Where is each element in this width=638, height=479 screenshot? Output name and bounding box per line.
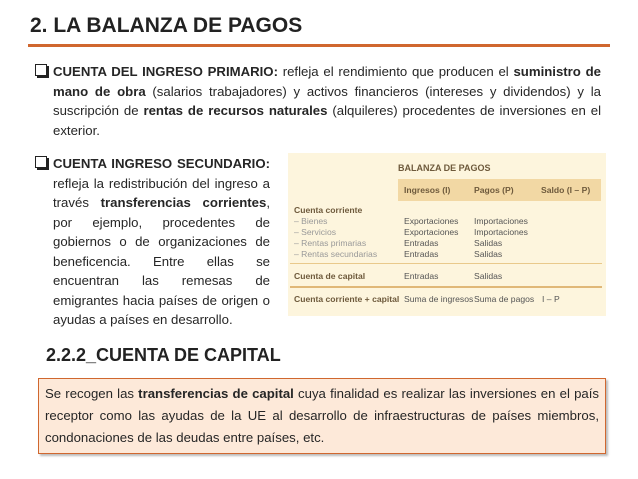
checkbox-bullet-icon [35, 64, 47, 76]
row-pago: Importaciones [474, 216, 528, 226]
secundario-text-1: refleja la redistribución del ingreso a través [53, 175, 270, 210]
row-ingreso: Entradas [404, 238, 439, 248]
table-title: BALANZA DE PAGOS [398, 163, 491, 173]
row-total-label: Cuenta corriente + capital [294, 294, 400, 304]
row-total-pago: Suma de pagos [474, 294, 535, 304]
row-label: – Bienes [294, 216, 328, 226]
checkbox-bullet-icon [35, 156, 47, 168]
primario-text-3: (alquileres) procedentes de inversiones en el exterior. [53, 103, 601, 138]
row-label: – Servicios [294, 227, 337, 237]
balanza-table-image [288, 153, 606, 316]
capital-text [45, 383, 599, 449]
row-total-saldo: I – P [542, 294, 560, 304]
primario-bold-1: suministro de mano de obra [53, 64, 601, 99]
secundario-heading: CUENTA INGRESO SECUNDARIO: [53, 156, 270, 171]
header-ingresos: Ingresos (I) [404, 185, 451, 195]
row-capital-pago: Salidas [474, 271, 503, 281]
secundario-bold-1: transferencias corrientes [100, 195, 267, 210]
row-capital-ingreso: Entradas [404, 271, 439, 281]
row-divider [290, 263, 602, 264]
capital-text-1: Se recogen las [45, 386, 139, 401]
primario-heading: CUENTA DEL INGRESO PRIMARIO: [53, 64, 278, 79]
primario-text-2: (salarios trabajadores) y activos financieros (intereses y dividendos) y la suscripción de [53, 83, 601, 118]
row-label: – Rentas secundarias [294, 249, 378, 259]
header-pagos: Pagos (P) [474, 185, 514, 195]
capital-callout-box [38, 378, 606, 454]
primario-text-1: refleja el rendimiento que producen el [277, 64, 514, 79]
row-total-ingreso: Suma de ingresos [404, 294, 474, 304]
row-ingreso: Exportaciones [404, 227, 459, 237]
secundario-text-2: , por ejemplo, procedentes de gobiernos o de organizaciones de beneficencia. Entre ellas se encuentran las remesas de emigrantes hacia países de origen o ayudas a países en desarrollo. [53, 195, 270, 327]
row-pago: Importaciones [474, 227, 528, 237]
primario-bold-2: rentas de recursos naturales [143, 103, 328, 118]
page-title: 2. LA BALANZA DE PAGOS [30, 14, 303, 37]
row-label: – Rentas primarias [294, 238, 367, 248]
header-saldo: Saldo (I – P) [541, 185, 591, 195]
row-ingreso: Exportaciones [404, 216, 459, 226]
capital-bold-1: transferencias de capital [138, 386, 294, 401]
row-pago: Salidas [474, 238, 503, 248]
primario-paragraph [53, 62, 601, 140]
row-capital-label: Cuenta de capital [294, 271, 366, 281]
row-corriente-label: Cuenta corriente [294, 205, 363, 215]
capital-text-2: cuya finalidad es realizar las inversiones en el país receptor como las ayudas de la UE al desarrollo de infraestructuras de países miembros, condonaciones de las deudas entre países, etc. [45, 386, 599, 445]
row-ingreso: Entradas [404, 249, 439, 259]
title-underline [28, 44, 610, 47]
secundario-paragraph [53, 154, 270, 330]
row-divider [290, 286, 602, 288]
row-pago: Salidas [474, 249, 503, 259]
section-subtitle: 2.2.2_CUENTA DE CAPITAL [46, 345, 281, 365]
table-header-row [398, 179, 601, 201]
